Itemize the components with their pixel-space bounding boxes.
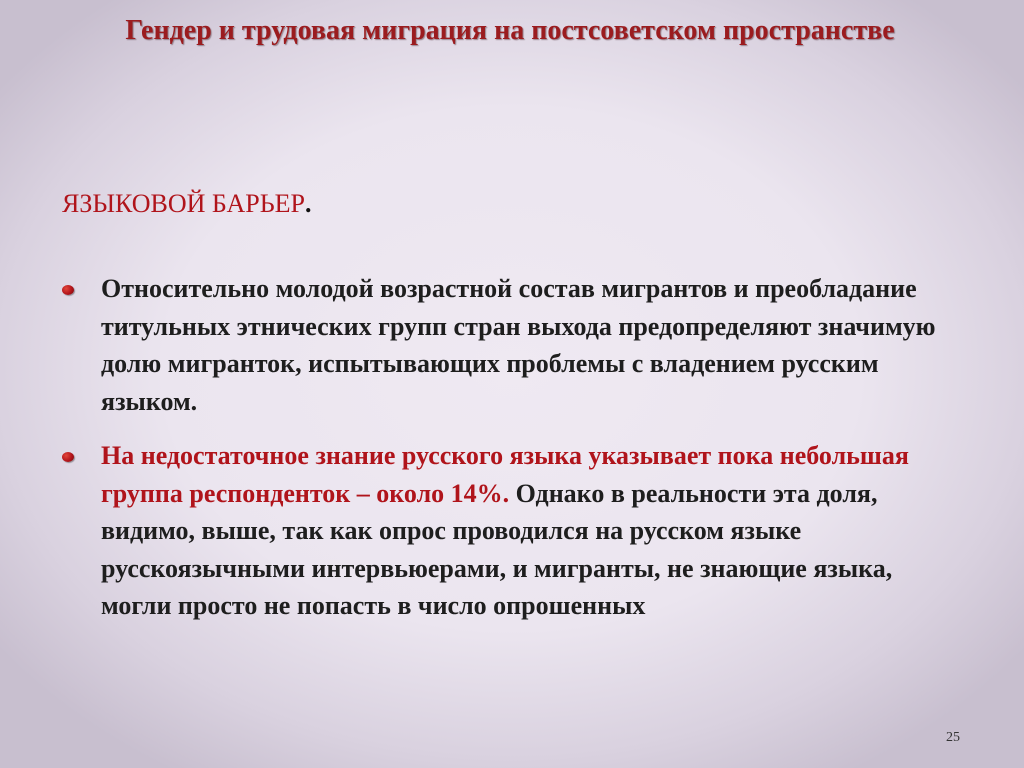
slide-title: Гендер и трудовая миграция на постсоветском пространстве [125, 15, 895, 46]
section-heading [62, 188, 312, 220]
red-dot-icon [62, 452, 74, 462]
bullet-item [58, 437, 938, 625]
bullet-text: Относительно молодой возрастной состав мигрантов и преобладание титульных этнических групп стран выхода предопределяют значимую долю мигранток, испытывающих проблемы с владением русским языком. [101, 274, 936, 416]
red-dot-icon [62, 285, 74, 295]
section-heading-text: ЯЗЫКОВОЙ БАРЬЕР [62, 189, 306, 218]
bullet-list [58, 270, 938, 642]
bullet-item [58, 270, 938, 420]
bullet-text: Однако в реальности эта доля, видимо, выше, так как опрос проводился на русском языке русскоязычными интервьюерами, и мигранты, не знающие языка, могли просто не попасть в число опрошенных [101, 478, 893, 620]
page-number: 25 [946, 730, 960, 745]
bullet-highlight-text: На недостаточное знание русского языка указывает пока небольшая группа респонденток – около 14%. [101, 441, 909, 508]
section-heading-period: . [305, 189, 312, 218]
